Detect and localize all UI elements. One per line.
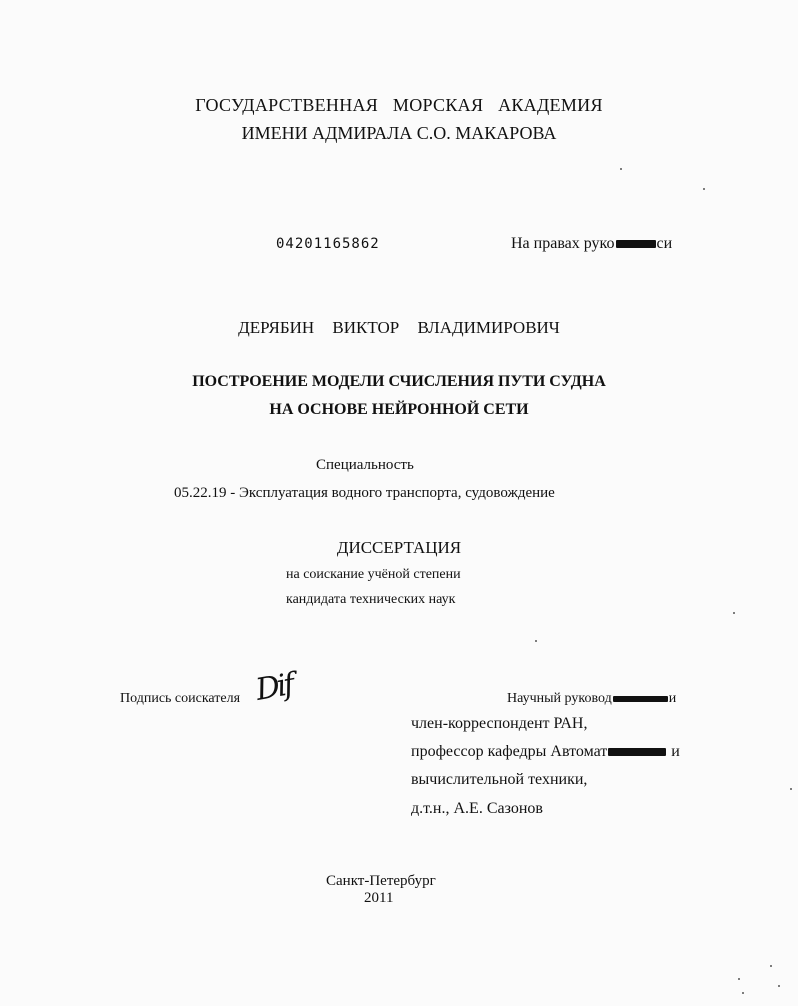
author-name: ДЕРЯБИН ВИКТОР ВЛАДИМИРОВИЧ — [238, 318, 560, 337]
scan-speck — [535, 640, 537, 642]
dissertation-heading: ДИССЕРТАЦИЯ — [336, 538, 462, 557]
scan-speck — [738, 978, 740, 980]
degree-line1: на соискание учёной степени — [286, 567, 461, 582]
supervisor-label-prefix: Научный руковод — [507, 691, 612, 706]
institution-name-line2: ИМЕНИ АДМИРАЛА С.О. МАКАРОВА — [241, 123, 557, 143]
scan-speck — [778, 985, 780, 987]
institution-name-line1: ГОСУДАРСТВЕННАЯ МОРСКАЯ АКАДЕМИЯ — [195, 95, 603, 115]
scan-speck — [790, 788, 792, 790]
signature-label: Подпись соискателя — [120, 691, 241, 706]
scan-speck — [620, 168, 622, 170]
applicant-signature: Dif — [253, 667, 295, 708]
supervisor-label-suffix: и — [668, 691, 677, 706]
rights-note — [511, 235, 672, 253]
specialty-label: Специальность — [316, 457, 414, 473]
print-smudge — [613, 696, 668, 702]
scan-speck — [742, 992, 744, 994]
print-smudge — [608, 748, 666, 756]
rights-note-prefix: На правах руко — [511, 235, 615, 252]
print-smudge — [616, 240, 656, 248]
scan-speck — [770, 965, 772, 967]
degree-line2: кандидата технических наук — [286, 592, 456, 607]
supervisor-title-line1: член-корреспондент РАН, — [411, 715, 588, 732]
scan-speck — [733, 612, 735, 614]
supervisor-name: д.т.н., А.Е. Сазонов — [411, 800, 543, 817]
supervisor-line2-tail: и — [671, 743, 680, 760]
thesis-title-line1: ПОСТРОЕНИЕ МОДЕЛИ СЧИСЛЕНИЯ ПУТИ СУДНА — [192, 373, 606, 390]
supervisor-line2-text: профессор кафедры Автомат — [411, 743, 608, 760]
supervisor-title-line3: вычислительной техники, — [411, 771, 588, 788]
thesis-title-line2: НА ОСНОВЕ НЕЙРОННОЙ СЕТИ — [269, 401, 529, 418]
specialty-value: 05.22.19 - Эксплуатация водного транспорта, судовождение — [174, 485, 555, 501]
city: Санкт-Петербург — [326, 873, 436, 889]
scan-speck — [703, 188, 705, 190]
supervisor-title-line2 — [411, 743, 680, 761]
supervisor-label — [507, 691, 676, 707]
registry-number: 04201165862 — [276, 236, 380, 252]
rights-note-suffix: си — [656, 235, 673, 252]
year: 2011 — [364, 890, 394, 906]
